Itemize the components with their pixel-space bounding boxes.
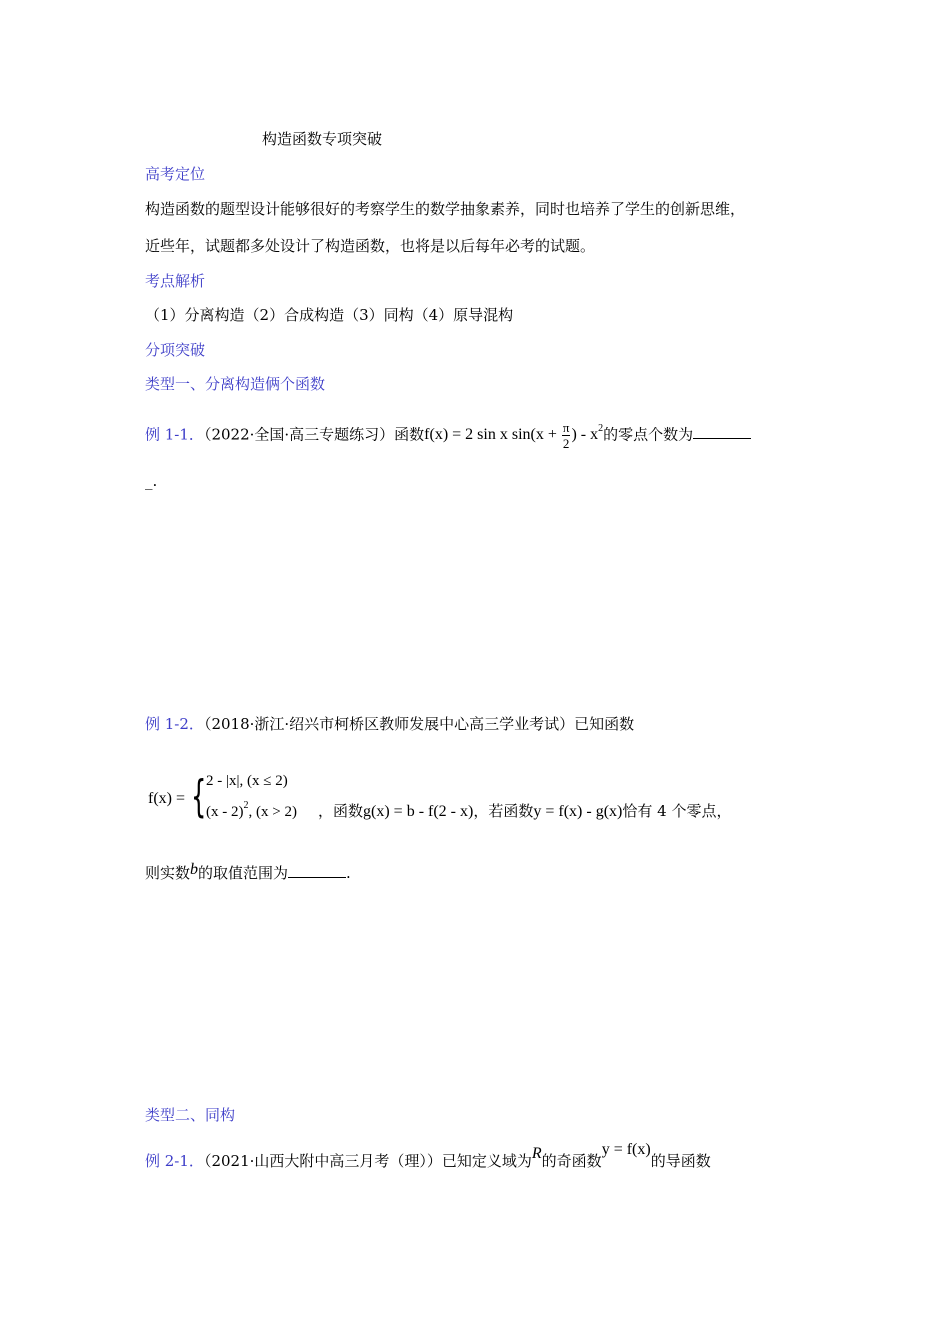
type1-heading: 类型一、分离构造俩个函数 xyxy=(145,375,326,393)
section-heading-fenxiang: 分项突破 xyxy=(145,341,206,359)
piecewise-case1: 2 - |x|, (x ≤ 2) xyxy=(206,773,288,789)
gaokao-paragraph-line1: 构造函数的题型设计能够很好的考察学生的数学抽象素养，同时也培养了学生的创新思维， xyxy=(145,200,746,218)
formula-y: y = f(x) - g(x) xyxy=(533,803,623,820)
type2-heading: 类型二、同构 xyxy=(145,1106,236,1124)
gaokao-paragraph-line2: 近些年，试题都多处设计了构造函数，也将是以后每年必考的试题。 xyxy=(145,237,596,255)
fraction-pi-over-2: $\frac{\pi}{2}$ xyxy=(562,420,570,452)
section-heading-kaodian: 考点解析 xyxy=(145,272,206,290)
formula-g: g(x) = b - f(2 - x) xyxy=(363,803,474,820)
example-1-1 xyxy=(145,413,751,453)
piecewise-f xyxy=(146,770,346,830)
variable-b: b xyxy=(190,861,199,878)
example-2-1: 例 2-1．（2021·山西大附中高三月考（理））已知定义域为R的奇函数y = f(x)的导函数 xyxy=(145,1141,711,1170)
example-label: 例 2-1． xyxy=(145,1152,204,1170)
example-1-2-line2: 则实数b的取值范围为 . xyxy=(145,861,351,882)
page-title: 构造函数专项突破 xyxy=(262,130,383,148)
example-1-2-header xyxy=(145,713,634,734)
example-1-1-end: _. xyxy=(145,472,158,490)
example-label: 例 1-1． xyxy=(145,425,204,444)
section-heading-gaokao: 高考定位 xyxy=(145,165,206,183)
formula-f: f(x) = 2 sin x sin(x + $\frac{\pi}{2}$ ) - $x^2$ xyxy=(424,420,604,452)
piecewise-case2: (x - 2)$^2$, (x > 2) xyxy=(206,800,297,820)
example-source: （2022·全国·高三专题练习）函数 xyxy=(203,425,425,444)
answer-blank xyxy=(288,876,346,878)
example-question: 的零点个数为 xyxy=(603,425,694,444)
kaodian-list: （1）分离构造（2）合成构造（3）同构（4）原导混构 xyxy=(145,306,514,324)
example-source: （2018·浙江·绍兴市柯桥区教师发展中心高三学业考试）已知函数 xyxy=(203,715,635,733)
brace-icon: { xyxy=(191,771,207,822)
formula-y-fx: y = f(x) xyxy=(601,1141,651,1158)
piecewise-lhs: f(x) = xyxy=(148,790,186,807)
example-label: 例 1-2． xyxy=(145,715,204,733)
variable-R: R xyxy=(531,1145,542,1162)
answer-blank xyxy=(693,437,751,439)
example-source: （2021·山西大附中高三月考（理））已知定义域为 xyxy=(203,1152,532,1170)
example-1-2-line1: ，函数g(x) = b - f(2 - x)，若函数y = f(x) - g(x)恰有 4 个零点， xyxy=(318,802,732,820)
